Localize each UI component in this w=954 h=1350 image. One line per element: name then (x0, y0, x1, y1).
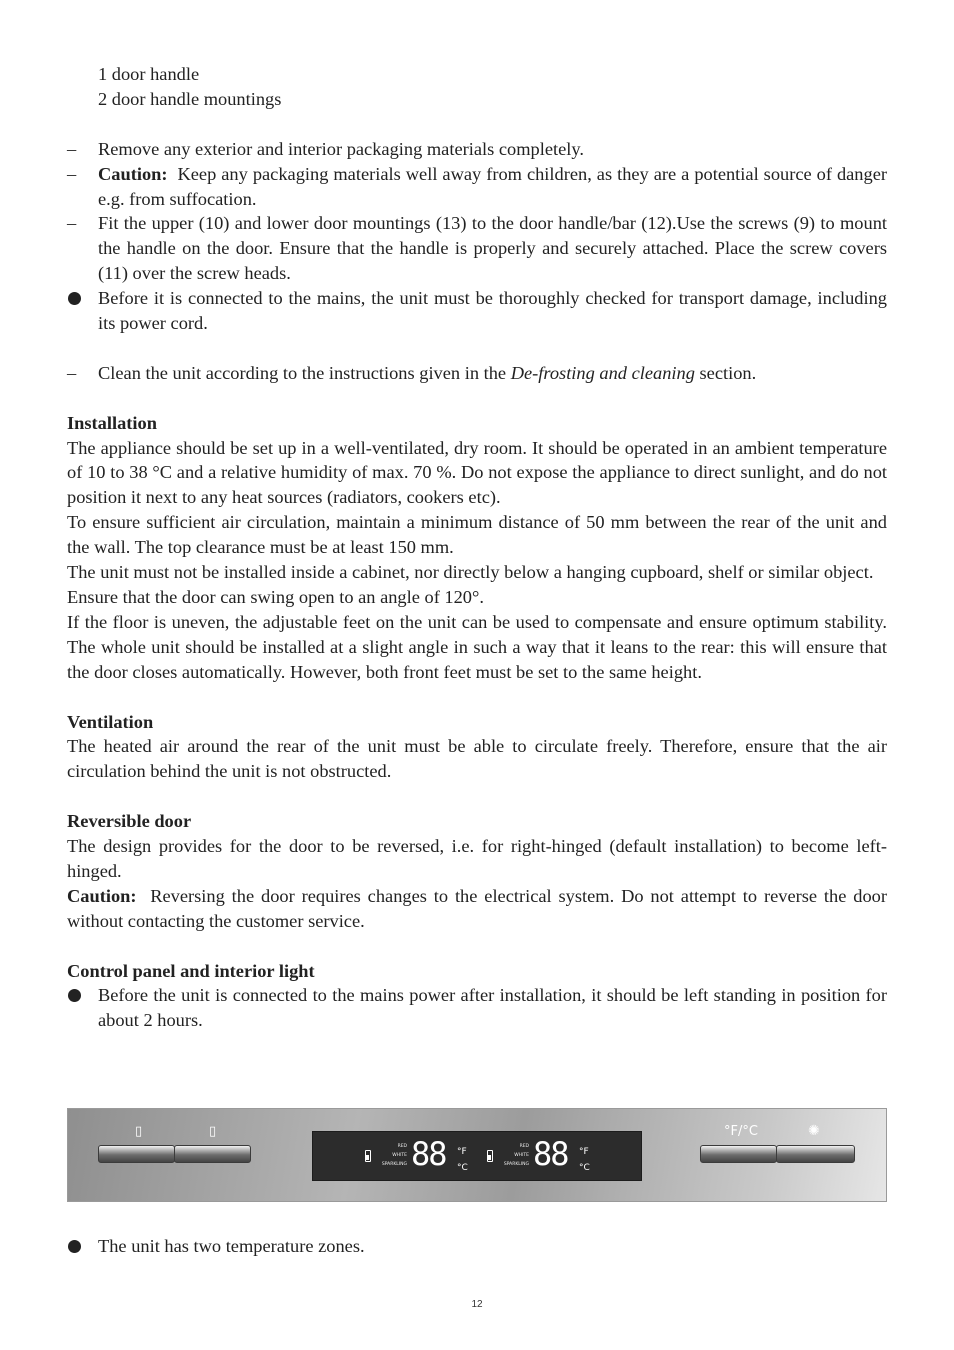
section-heading: Ventilation (67, 711, 154, 732)
control-panel-image (67, 1108, 887, 1202)
caution-label: Caution: (98, 163, 168, 184)
parts-item: 2 door handle mountings (98, 88, 282, 109)
bulb-icon: ✺ (808, 1123, 820, 1139)
section-reference: De-frosting and cleaning (510, 362, 695, 383)
temperature-digits: 88 (533, 1135, 568, 1173)
list-item: – Remove any exterior and interior packaging materials completely. (67, 137, 887, 162)
bottle-icon: ▯ (135, 1124, 143, 1139)
mode-labels: RED WHITE SPARKLING (503, 1144, 529, 1167)
paragraph: Caution: Reversing the door requires changes to the electrical system. Do not attempt to reverse the door without contacting the customer service. (67, 885, 887, 931)
document-body-tail (67, 1234, 887, 1259)
dash-marker: – (67, 362, 77, 383)
paragraph: The unit must not be installed inside a cabinet, nor directly below a hanging cupboard, shelf or similar object. (67, 562, 874, 583)
temperature-digits: 88 (411, 1135, 446, 1173)
paragraph: The heated air around the rear of the unit must be able to circulate freely. Therefore, ensure that the air circulation behind the unit is not obstructed. (67, 736, 887, 782)
list-item: Before it is connected to the mains, the unit must be thoroughly checked for transport damage, including its power cord. (67, 286, 887, 336)
bottle-icon (487, 1150, 493, 1162)
page-number: 12 (471, 1299, 483, 1310)
dash-marker: – (67, 163, 77, 184)
zone-upper-button (98, 1145, 175, 1163)
unit-c: °C (579, 1163, 590, 1173)
unit-f: °F (579, 1147, 589, 1157)
paragraph: If the floor is uneven, the adjustable feet on the unit can be used to compensate and ensure optimum stability. The whole unit should be installed at a slight angle in such a way that it leans to the rear: this will ensure that the door closes automatically. However, both front feet must be set to the same height. (67, 611, 887, 682)
unit-toggle-label: °F/°C (724, 1124, 758, 1139)
section-heading: Installation (67, 412, 157, 433)
caution-label: Caution: (67, 885, 137, 906)
paragraph: The design provides for the door to be reversed, i.e. for right-hinged (default installation) to become left-hinged. (67, 836, 887, 881)
bottle-icon: ▯ (209, 1124, 217, 1139)
paragraph: To ensure sufficient air circulation, maintain a minimum distance of 50 mm between the rear of the unit and the wall. The top clearance must be at least 150 mm. (67, 512, 887, 558)
dash-marker: – (67, 213, 77, 234)
list-item: – Clean the unit according to the instructions given in the De-frosting and cleaning section. (67, 361, 887, 386)
temperature-display (312, 1131, 642, 1181)
list-item: – Fit the upper (10) and lower door mountings (13) to the door handle/bar (12).Use the screws (9) to mount the handle on the door. Ensure that the handle is properly and securely attached. Place the screw covers (11) over the screw heads. (67, 213, 887, 284)
unit-f: °F (457, 1147, 467, 1157)
unit-c: °C (457, 1163, 468, 1173)
bullet-marker (68, 292, 81, 305)
mode-labels: RED WHITE SPARKLING (381, 1144, 407, 1167)
section-heading: Reversible door (67, 811, 192, 832)
document-body (67, 62, 887, 1033)
bottle-icon (365, 1150, 371, 1162)
zone-lower-button (174, 1145, 251, 1163)
dash-marker: – (67, 138, 77, 159)
bullet-marker (68, 1240, 81, 1253)
bullet-marker (68, 989, 81, 1002)
section-heading: Control panel and interior light (67, 960, 315, 981)
light-button (776, 1145, 855, 1163)
unit-toggle-button (700, 1145, 777, 1163)
parts-item: 1 door handle (98, 64, 200, 84)
list-item: Before the unit is connected to the mains power after installation, it should be left standing in position for about 2 hours. (67, 983, 887, 1033)
list-item: The unit has two temperature zones. (67, 1234, 887, 1259)
paragraph: Ensure that the door can swing open to an angle of 120°. (67, 586, 484, 607)
paragraph: The appliance should be set up in a well-ventilated, dry room. It should be operated in an ambient temperature of 10 to 38 °C and a relative humidity of max. 70 %. Do not expose the appliance to direct sunlight, and do not position it next to any heat sources (radiators, cookers etc). (67, 437, 887, 508)
list-item: – Caution: Keep any packaging materials well away from children, as they are a potential source of danger e.g. from suffocation. (67, 163, 887, 209)
